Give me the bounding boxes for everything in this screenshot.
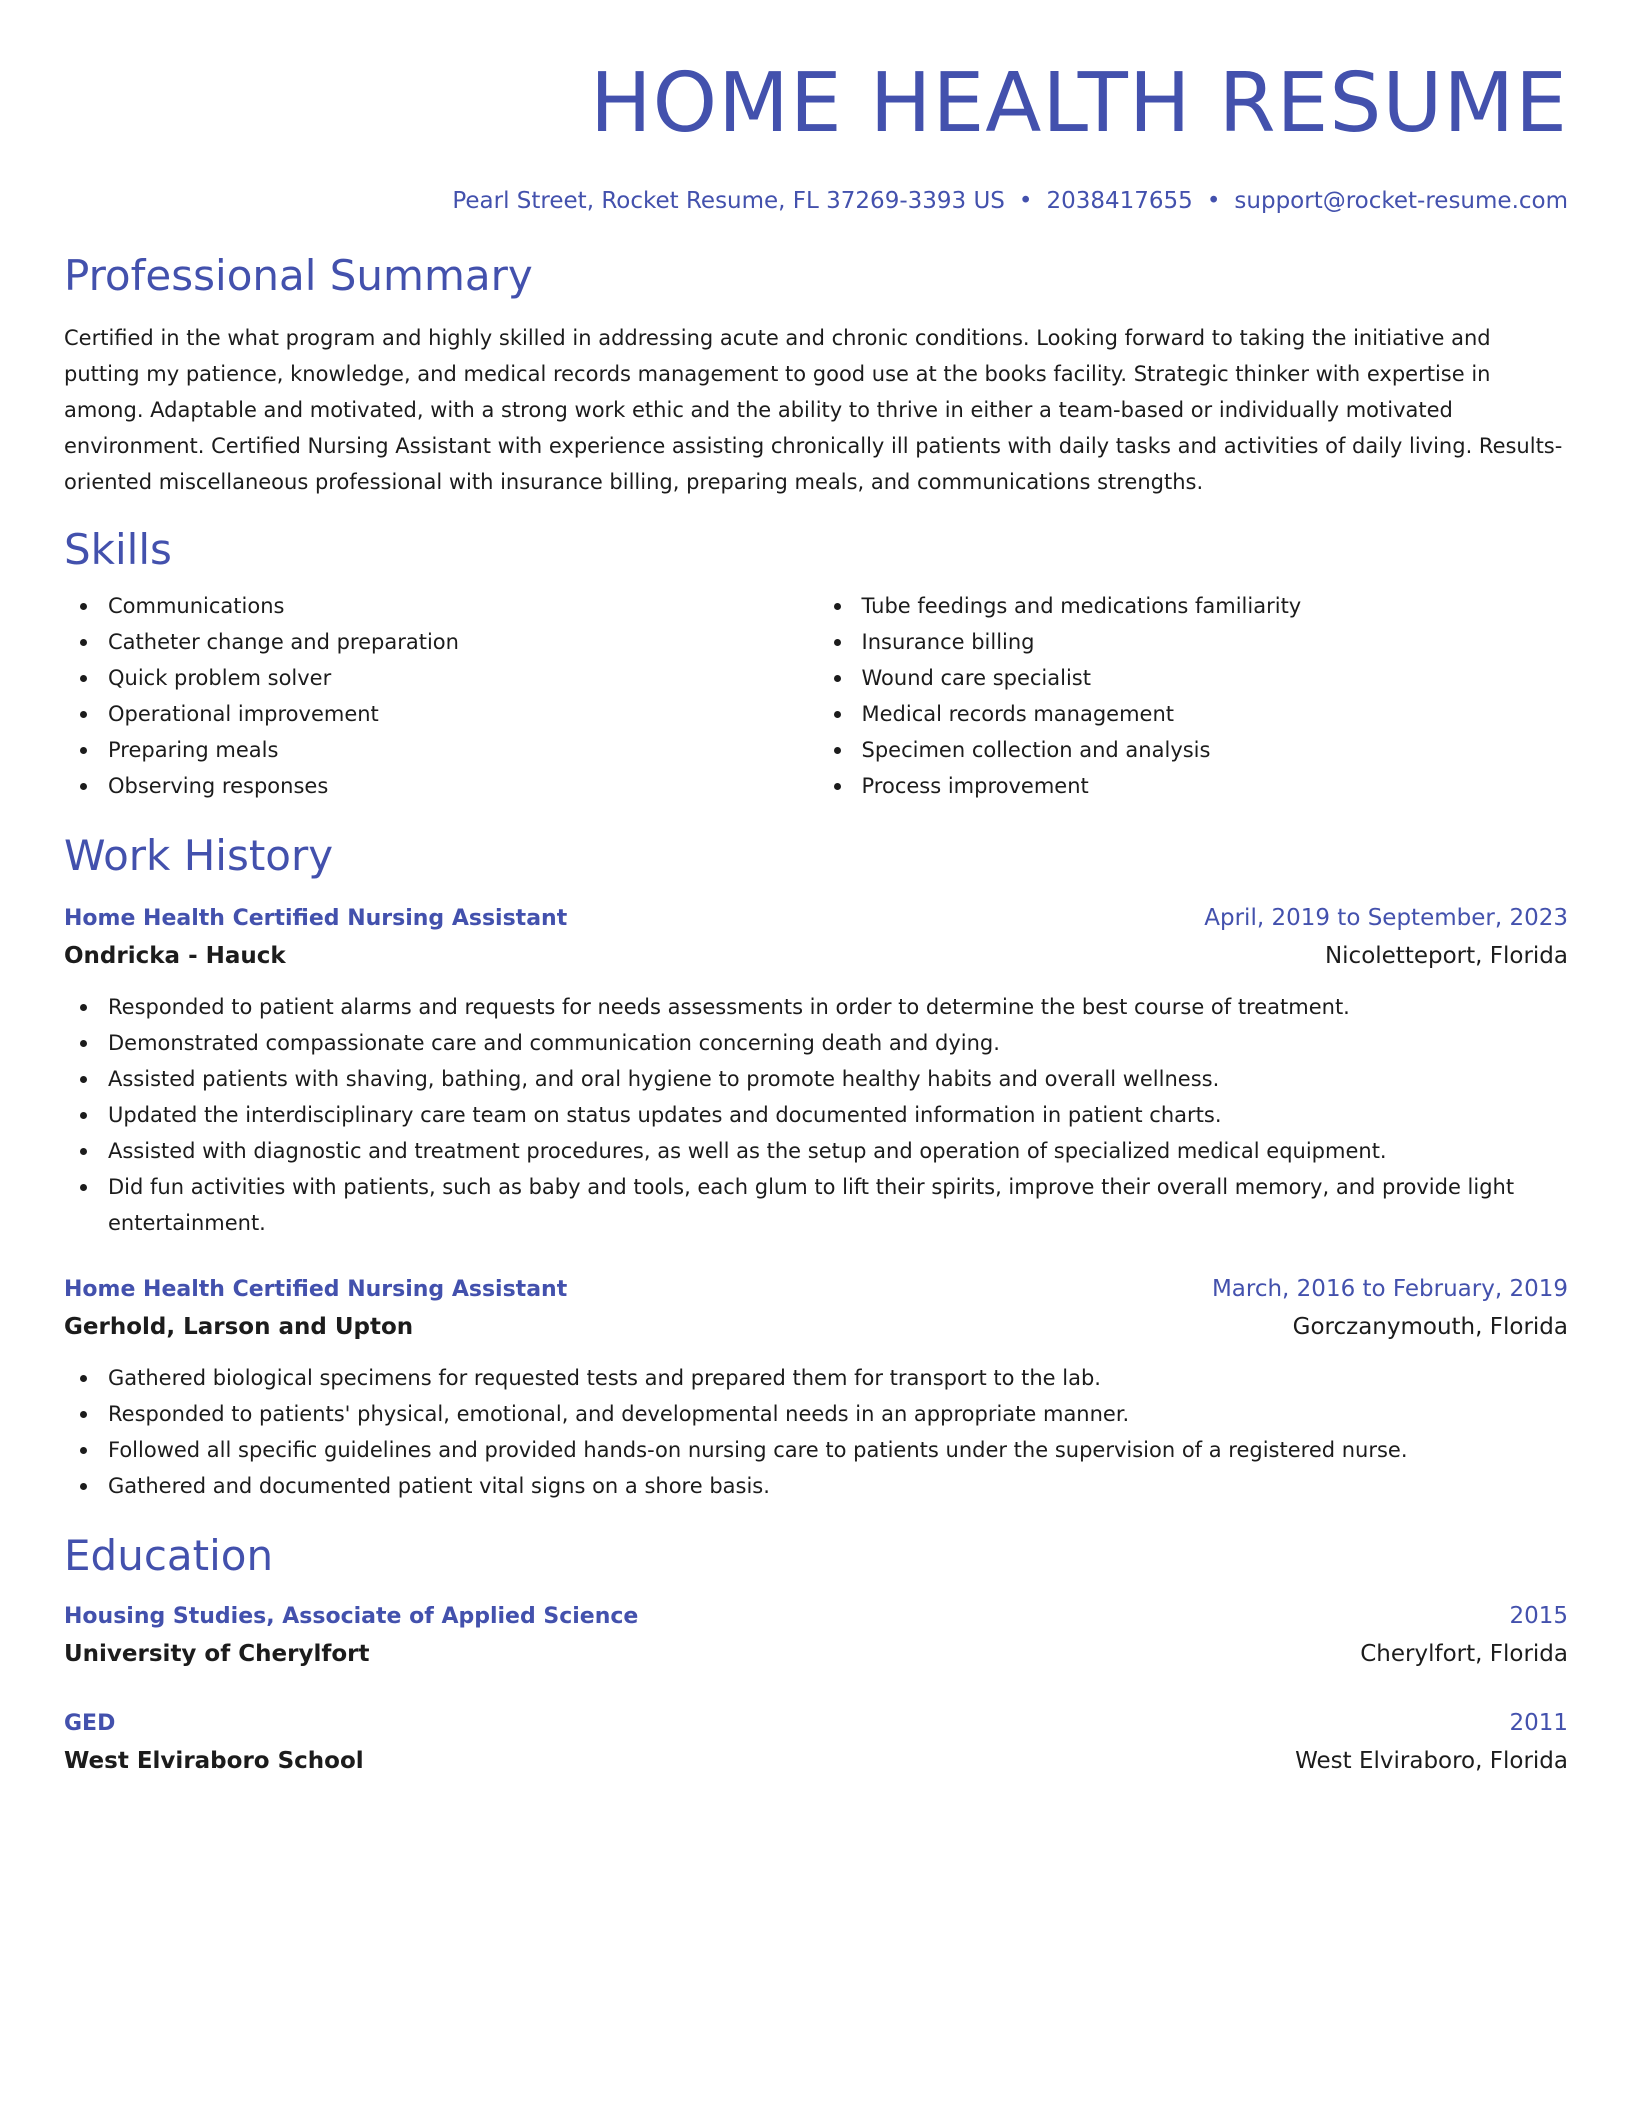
- contact-address: Pearl Street, Rocket Resume, FL 37269-3393 US: [452, 188, 1005, 214]
- work-entry: [64, 900, 1568, 1241]
- education-entry-subheader: [64, 1635, 1568, 1673]
- company-name: Ondricka - Hauck: [64, 943, 286, 969]
- skill-item: Operational improvement: [64, 696, 815, 732]
- skill-item: Process improvement: [818, 768, 1569, 804]
- skill-item: Preparing meals: [64, 732, 815, 768]
- education-entry-subheader: [64, 1742, 1568, 1780]
- job-duty-item: Responded to patient alarms and requests for needs assessments in order to determine the best course of treatment.: [64, 989, 1568, 1025]
- degree-name: Housing Studies, Associate of Applied Science: [64, 1604, 639, 1629]
- education-entry-header: [64, 1705, 1568, 1742]
- skill-item: Observing responses: [64, 768, 815, 804]
- work-entry-header: [64, 900, 1568, 937]
- skill-item: Insurance billing: [818, 624, 1569, 660]
- job-duty-item: Gathered biological specimens for requested tests and prepared them for transport to the lab.: [64, 1360, 1568, 1396]
- contact-separator: •: [1206, 188, 1221, 214]
- contact-email[interactable]: support@rocket-resume.com: [1234, 188, 1568, 214]
- skill-item: Tube feedings and medications familiarity: [818, 588, 1569, 624]
- skill-item: Communications: [64, 588, 815, 624]
- education-heading: Education: [64, 1531, 274, 1580]
- skill-item: Medical records management: [818, 696, 1569, 732]
- contact-phone: 2038417655: [1046, 188, 1193, 214]
- job-duties-list: [64, 989, 1568, 1241]
- skill-item: Specimen collection and analysis: [818, 732, 1569, 768]
- job-location: Nicoletteport, Florida: [1324, 943, 1568, 969]
- job-duty-item: Responded to patients' physical, emotional, and developmental needs in an appropriate manner.: [64, 1396, 1568, 1432]
- work-entry: [64, 1271, 1568, 1504]
- summary-heading: Professional Summary: [64, 251, 533, 300]
- job-title: Home Health Certified Nursing Assistant: [64, 1277, 568, 1302]
- education-entry: [64, 1705, 1568, 1780]
- school-name: University of Cherylfort: [64, 1641, 370, 1667]
- contact-line: [64, 186, 1568, 216]
- education-entry: [64, 1598, 1568, 1673]
- job-duty-item: Did fun activities with patients, such as baby and tools, each glum to lift their spirits, improve their overall memory, and provide light entertainment.: [64, 1169, 1568, 1241]
- work-entry-subheader: [64, 937, 1568, 975]
- job-duty-item: Gathered and documented patient vital signs on a shore basis.: [64, 1468, 1568, 1504]
- summary-text: Certified in the what program and highly skilled in addressing acute and chronic conditions. Looking forward to taking the initiative and putting my patience, knowledge, and medical records management to good use at the books facility. Strategic thinker with expertise in among. Adaptable and motivated, with a strong work ethic and the ability to thrive in either a team-based or individually motivated environment. Certified Nursing Assistant with experience assisting chronically ill patients with daily tasks and activities of daily living. Results-oriented miscellaneous professional with insurance billing, preparing meals, and communications strengths.: [64, 326, 1563, 494]
- skills-column-right: [815, 588, 1569, 804]
- education-entry-header: [64, 1598, 1568, 1635]
- job-duty-item: Followed all specific guidelines and provided hands-on nursing care to patients under the supervision of a registered nurse.: [64, 1432, 1568, 1468]
- company-name: Gerhold, Larson and Upton: [64, 1314, 414, 1340]
- skills-list: [64, 588, 1568, 804]
- job-title: Home Health Certified Nursing Assistant: [64, 906, 568, 931]
- job-duty-item: Assisted with diagnostic and treatment procedures, as well as the setup and operation of specialized medical equipment.: [64, 1133, 1568, 1169]
- job-duties-list: [64, 1360, 1568, 1504]
- job-location: Gorczanymouth, Florida: [1292, 1314, 1568, 1340]
- resume-name: HOME HEALTH RESUME: [589, 56, 1568, 151]
- job-duty-item: Updated the interdisciplinary care team on status updates and documented information in patient charts.: [64, 1097, 1568, 1133]
- job-dates: April, 2019 to September, 2023: [1204, 905, 1568, 931]
- job-dates: March, 2016 to February, 2019: [1211, 1276, 1568, 1302]
- work-entry-subheader: [64, 1308, 1568, 1346]
- contact-separator: •: [1018, 188, 1033, 214]
- school-name: West Elviraboro School: [64, 1748, 364, 1774]
- skills-heading: Skills: [64, 525, 172, 574]
- skill-item: Wound care specialist: [818, 660, 1569, 696]
- skill-item: Quick problem solver: [64, 660, 815, 696]
- work-history-heading: Work History: [64, 831, 334, 880]
- school-location: Cherylfort, Florida: [1360, 1641, 1568, 1667]
- job-duty-item: Demonstrated compassionate care and communication concerning death and dying.: [64, 1025, 1568, 1061]
- graduation-year: 2015: [1509, 1603, 1568, 1629]
- degree-name: GED: [64, 1711, 116, 1736]
- skills-column-left: [64, 588, 815, 804]
- skill-item: Catheter change and preparation: [64, 624, 815, 660]
- work-entry-header: [64, 1271, 1568, 1308]
- job-duty-item: Assisted patients with shaving, bathing, and oral hygiene to promote healthy habits and overall wellness.: [64, 1061, 1568, 1097]
- graduation-year: 2011: [1509, 1710, 1568, 1736]
- school-location: West Elviraboro, Florida: [1295, 1748, 1568, 1774]
